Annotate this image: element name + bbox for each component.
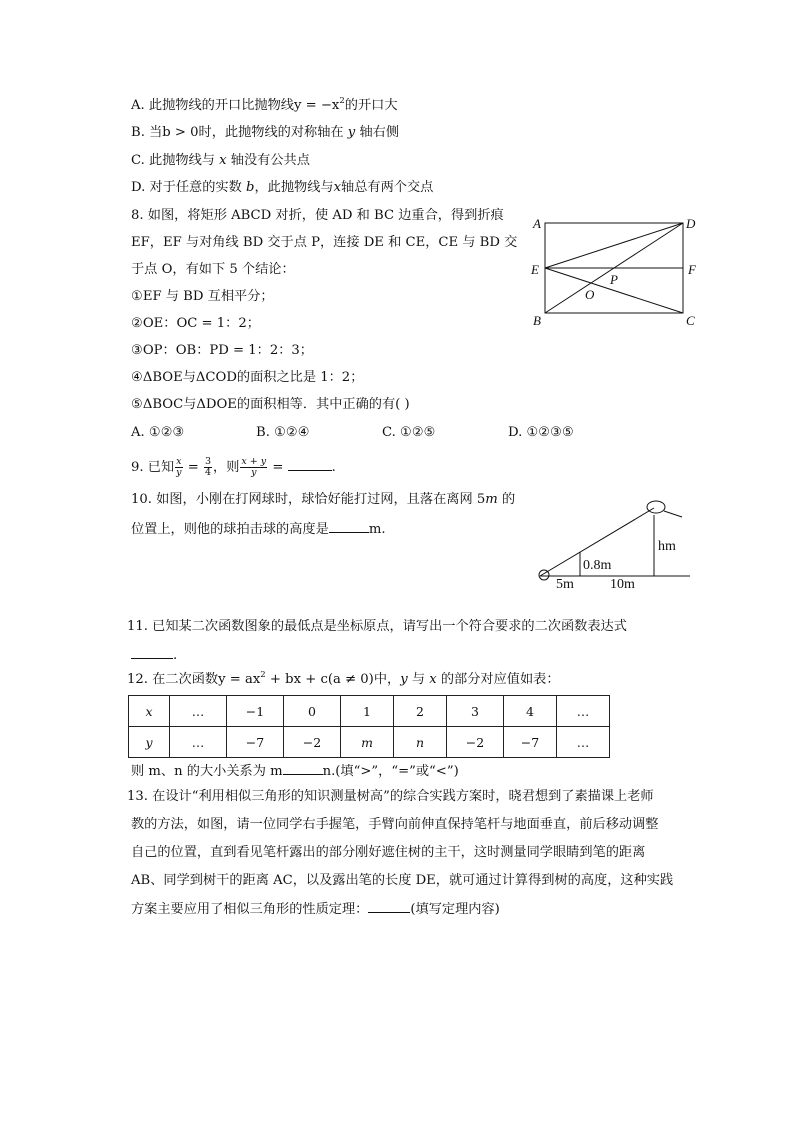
label-p: P	[610, 272, 618, 287]
table-cell: −2	[284, 727, 341, 758]
distance-10m-label: 10m	[610, 577, 635, 592]
q10-line2: 位置上，则他的球拍击球的高度是 m.	[131, 518, 386, 540]
fraction-xy-over-y: $\frac{x + y}{y}$	[241, 456, 267, 478]
table-cell: m	[341, 727, 394, 758]
table-cell: 2	[394, 696, 447, 727]
q10-answer-blank[interactable]	[329, 518, 369, 533]
q11-line2: .	[131, 644, 177, 666]
q13-line3: 自己的位置，直到看见笔杆露出的部分刚好遮住树的主干，这时测量同学眼睛到笔的距离	[131, 845, 646, 860]
q7-option-c: C. 此抛物线与 x 轴没有公共点	[131, 153, 310, 168]
q11-answer-blank[interactable]	[131, 644, 173, 659]
q13-line5: 方案主要应用了相似三角形的性质定理： (填写定理内容)	[131, 898, 500, 920]
q12-value-table	[128, 695, 610, 758]
ball-icon	[539, 570, 549, 580]
table-cell: …	[170, 727, 227, 758]
table-cell: …	[557, 727, 610, 758]
racket-icon	[647, 501, 665, 513]
height-label: hm	[658, 539, 676, 554]
table-cell: 0	[284, 696, 341, 727]
q8-conclusion-4: ④ΔBOE与ΔCOD的面积之比是 1：2；	[131, 370, 364, 385]
q10-tennis-figure	[530, 495, 695, 595]
q10-line1: 10. 如图，小刚在打网球时，球恰好能打过网，且落在离网 5m 的	[131, 492, 516, 507]
table-cell: 3	[447, 696, 504, 727]
table-cell: −7	[227, 727, 284, 758]
table-cell: …	[557, 696, 610, 727]
q8-conclusion-3: ③OP：OB：PD = 1：2：3；	[131, 343, 313, 358]
table-cell: 1	[341, 696, 394, 727]
label-d: D	[686, 216, 696, 231]
table-cell: −2	[447, 727, 504, 758]
segment-de	[545, 223, 683, 268]
q8-option-d: D. ①②③⑤	[508, 425, 574, 440]
table-cell: …	[170, 696, 227, 727]
label-c: C	[686, 313, 695, 328]
q12-after-line: 则 m、n 的大小关系为 m n.(填“>”，“=”或“<”)	[131, 760, 459, 782]
q8-line1: 8. 如图，将矩形 ABCD 对折，使 AD 和 BC 边重合，得到折痕	[131, 208, 504, 223]
q8-line3: 于点 O，有如下 5 个结论：	[131, 262, 295, 277]
q8-conclusion-5: ⑤ΔBOC与ΔDOE的面积相等．其中正确的有( )	[131, 397, 410, 412]
q13-line4: AB、同学到树干的距离 AC，以及露出笔的长度 DE，就可通过计算得到树的高度，这种实践	[131, 873, 674, 888]
table-cell: −7	[504, 727, 557, 758]
q9-line: 9. 已知 $\frac{x}{y}$ = $\frac{3}{4}$ ，则 $\frac{x + y}{y}$ = .	[131, 456, 336, 478]
q7-option-a: A. 此抛物线的开口比抛物线$y = -x^2$的开口大	[131, 96, 398, 113]
racket-handle	[664, 511, 682, 517]
q13-line1: 13. 在设计“利用相似三角形的知识测量树高”的综合实践方案时，晓君想到了素描课上老师	[127, 789, 654, 804]
fraction-3-over-4: $\frac{3}{4}$	[204, 456, 212, 478]
table-cell: 4	[504, 696, 557, 727]
q11-line1: 11. 已知某二次函数图象的最低点是坐标原点，请写出一个符合要求的二次函数表达式	[127, 619, 627, 634]
table-cell: x	[129, 696, 170, 727]
net-height-label: 0.8m	[583, 558, 612, 573]
q8-conclusion-1: ①EF 与 BD 互相平分；	[131, 289, 274, 304]
table-cell: y	[129, 727, 170, 758]
q7-option-b: B. 当b > 0时，此抛物线的对称轴在 y 轴右侧	[131, 125, 400, 140]
table-row-y	[129, 727, 610, 758]
q12-answer-blank[interactable]	[283, 760, 323, 775]
label-a: A	[533, 216, 541, 231]
q8-option-c: C. ①②⑤	[382, 425, 436, 440]
q8-line2: EF，EF 与对角线 BD 交于点 P，连接 DE 和 CE，CE 与 BD 交	[131, 235, 518, 250]
q8-option-a: A. ①②③	[131, 425, 185, 440]
label-f: F	[688, 262, 696, 277]
q9-answer-blank[interactable]	[288, 456, 332, 471]
q12-line1: 12. 在二次函数$y = ax^2$ + bx + c(a ≠ 0)中，y 与 x 的部分对应值如表：	[127, 670, 560, 687]
label-o: O	[585, 287, 595, 302]
label-e: E	[531, 262, 539, 277]
table-cell: n	[394, 727, 447, 758]
table-cell: −1	[227, 696, 284, 727]
q8-conclusion-2: ②OE：OC = 1：2；	[131, 316, 260, 331]
label-b: B	[533, 313, 541, 328]
q13-answer-blank[interactable]	[368, 898, 410, 913]
table-row-x	[129, 696, 610, 727]
q8-rectangle-figure	[525, 212, 700, 332]
distance-5m-label: 5m	[556, 577, 574, 592]
fraction-x-over-y: $\frac{x}{y}$	[176, 456, 182, 478]
q7-option-d: D. 对于任意的实数 b，此抛物线与x轴总有两个交点	[131, 180, 434, 195]
q8-option-b: B. ①②④	[256, 425, 310, 440]
q13-line2: 教的方法，如图，请一位同学右手握笔，手臂向前伸直保持笔杆与地面垂直，前后移动调整	[131, 817, 659, 832]
